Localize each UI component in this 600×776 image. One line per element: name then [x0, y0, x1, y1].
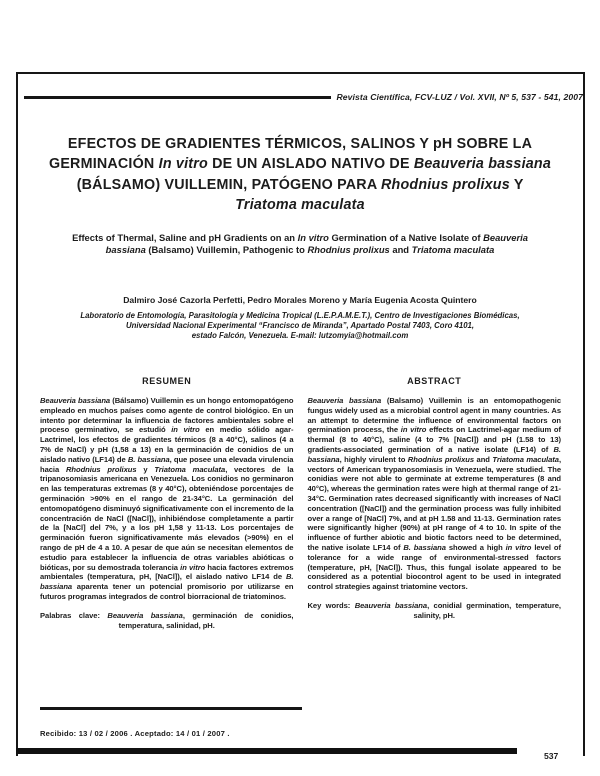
title-english: Effects of Thermal, Saline and pH Gradients on an In vitro Germination of a Native Isolate of Beauveria bassiana (Balsamo) Vuillemin, Pathogenic to Rhodnius prolixus and Triatoma maculata: [72, 231, 528, 256]
abstract-keywords: Key words: Beauveria bassiana, conidial germination, temperature, salinity, pH.: [307, 600, 561, 620]
abstract-section: [308, 376, 562, 637]
journal-line: Revista Científica, FCV-LUZ / Vol. XVII, Nº 5, 537 - 541, 2007: [336, 92, 583, 102]
received-accepted-line: Recibido: 13 / 02 / 2006 . Aceptado: 14 / 01 / 2007 .: [40, 729, 230, 738]
resumen-body: Beauveria bassiana (Bálsamo) Vuillemin es un hongo entomopatógeno empleado en muchos países como agente de control biológico. En un intento por determinar la influencia de factores ambientales sobre el proceso germinativo, se estudió in vitro en medio sólido agar-Lactrimel, los efectos de gradientes térmicos (8 a 40°C), salinos (4 a 7% de NaCl) y pH (1,58 a 13) en la germinación de conidios de un aislado nativo (LF14) de B. bassiana, que posee una elevada virulencia hacia Rhodnius prolixus y Triatoma maculata, vectores de la tripanosomiasis americana en Venezuela. Los conidios no germinaron en las temperaturas extremas (8 y 40°C), obteniéndose porcentajes de germinación >90% en el rango de 21-34°C. La germinación del entomopatógeno disminuyó significativamente con el incremento de la concentración de NaCl ([NaCl]), inhibiéndose completamente a partir de la [NaCl] del 7%, y a los pH 1,58 y 11-13. Los porcentajes de germinación fueron significativamente más elevados (>90%) en el rango de pH de 4 a 10. A pesar de que aún se necesitan elementos de estudio para establecer la influencia de otras variables abióticas o bióticas, por su demostrada tolerancia in vitro hacia factores extremos ambientales (temperatura, pH, [NaCl]), el aislado nativo LF14 de B. bassiana aparenta tener un potencial promisorio por utilizarse en futuros programas integrados de control biorracional de triatominos.: [40, 396, 294, 601]
affiliation-line: Laboratorio de Entomología, Parasitología y Medicina Tropical (L.E.P.A.M.E.T.), Centro de Investigaciones Biomédicas,: [80, 311, 520, 320]
scan-frame-right: [583, 72, 585, 756]
affiliation-line: estado Falcón, Venezuela. E-mail: lutzomyia@hotmail.com: [191, 331, 409, 340]
header-rule: [24, 96, 331, 99]
resumen-keywords: Palabras clave: Beauveria bassiana, germinación de conidios, temperatura, salinidad, pH.: [40, 610, 294, 630]
footer-rule: [16, 748, 517, 754]
authors-line: Dalmiro José Cazorla Perfetti, Pedro Morales Moreno y María Eugenia Acosta Quintero: [123, 295, 477, 305]
affiliation-line: Universidad Nacional Experimental “Francisco de Miranda”, Apartado Postal 7403, Coro 4101,: [125, 321, 475, 330]
abstract-body: Beauveria bassiana (Balsamo) Vuillemin is an entomopathogenic fungus widely used as a microbial control agent in many countries. As an attempt to determine the influence of environmental factors on germination process, the in vitro effects on Lactrimel-agar medium of thermal (8 to 40°C), saline (4 to 7% [NaCl]) and pH (1.58 to 13) gradients-associated germination of a native isolate (LF14) of B. bassiana, highly virulent to Rhodnius prolixus and Triatoma maculata, vectors of American trypanosomiasis in Venezuela, were studied. The conidias were not able to germinate at extreme temperatures (8 and 40°C), whereas the germination rates were high at thermal range of 21-34°C. Germination rates decreased significantly with increases of NaCl concentration ([NaCl]) and the germination process was fully inhibited over a range of [NaCl] 7%, and at pH 1.58 and 11-13. Germination rates were significantly higher (90%) at pH range of 4 to 10. In spite of the influence of further abiotic and biotic factors need to be determined, the native isolate LF14 of B. bassiana showed a high in vitro level of tolerance for a wide range of environmental-stressed factors (temperature, pH, [NaCl]). Thus, this fungal isolate appeared to be considered as a potential biocontrol agent to be used in integrated control strategies against triatomine vectors.: [307, 396, 562, 592]
page-number: 537: [544, 751, 559, 761]
resumen-heading: RESUMEN: [142, 376, 192, 386]
affiliation: [28, 311, 572, 341]
journal-header: [24, 92, 583, 102]
resumen-section: [40, 376, 294, 637]
title-spanish: EFECTOS DE GRADIENTES TÉRMICOS, SALINOS Y pH SOBRE LA GERMINACIÓN In vitro DE UN AISLADO NATIVO DE Beauveria bassiana (BÁLSAMO) VUILLEMIN, PATÓGENO PARA Rhodnius prolixus Y Triatoma maculata: [49, 135, 551, 214]
abstract-columns: [40, 376, 561, 637]
footnote-rule: [40, 707, 302, 710]
scan-frame-left: [16, 72, 18, 756]
abstract-heading: ABSTRACT: [407, 376, 462, 386]
scan-frame-top: [16, 72, 585, 74]
